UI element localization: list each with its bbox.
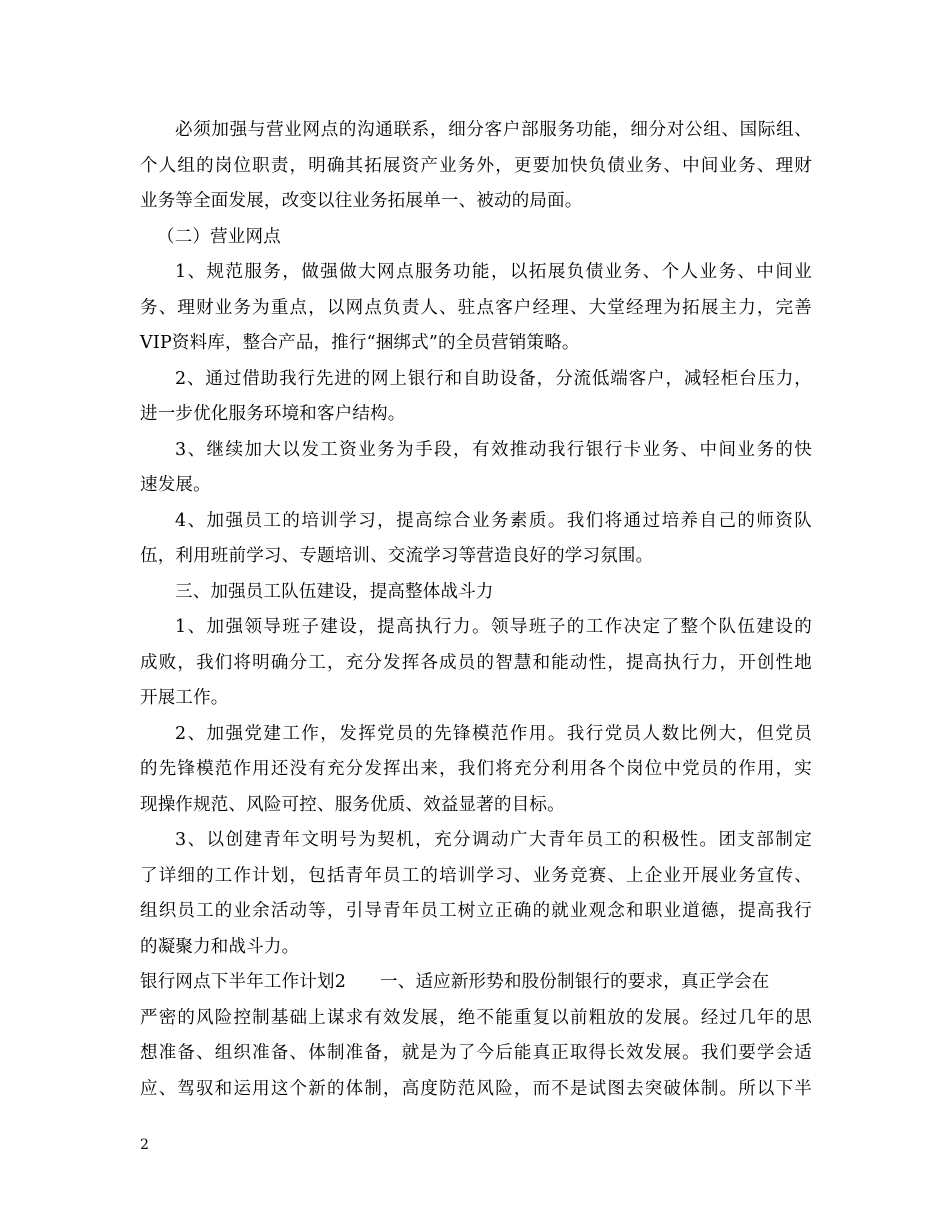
paragraph-line: 想准备、组织准备、体制准备，就是为了今后能真正取得长效发展。我们要学会适 xyxy=(140,1043,812,1063)
paragraph-line: 的凝聚力和战斗力。 xyxy=(140,936,300,957)
paragraph-line: 3、以创建青年文明号为契机，充分调动广大青年员工的积极性。团支部制定 xyxy=(175,830,812,850)
paragraph-line: 开展工作。 xyxy=(140,688,229,708)
page-number: 2 xyxy=(140,1137,149,1153)
title-line xyxy=(140,965,812,1001)
paragraph-line: 的先锋模范作用还没有充分发挥出来，我们将充分利用各个岗位中党员的作用，实 xyxy=(140,759,812,779)
paragraph-line: 2、通过借助我行先进的网上银行和自助设备，分流低端客户，减轻柜台压力， xyxy=(175,368,812,389)
paragraph-line: 现操作规范、风险可控、服务优质、效益显著的目标。 xyxy=(140,794,565,815)
paragraph-line: 1、规范服务，做强做大网点服务功能，以拓展负债业务、个人业务、中间业 xyxy=(175,262,812,282)
section-heading: 三、加强员工队伍建设，提高整体战斗力 xyxy=(175,581,494,602)
paragraph-line: 伍，利用班前学习、专题培训、交流学习等营造良好的学习氛围。 xyxy=(140,546,654,566)
paragraph-text: 一、适应新形势和股份制银行的要求，真正学会在 xyxy=(380,972,770,992)
paragraph-line: 组织员工的业余活动等，引导青年员工树立正确的就业观念和职业道德，提高我行 xyxy=(140,901,812,921)
paragraph-line: 2、加强党建工作，发挥党员的先锋模范作用。我行党员人数比例大，但党员 xyxy=(175,723,812,744)
paragraph-line: 个人组的岗位职责，明确其拓展资产业务外，更要加快负债业务、中间业务、理财 xyxy=(140,155,812,176)
paragraph-line: 应、驾驭和运用这个新的体制，高度防范风险，而不是试图去突破体制。所以下半 xyxy=(140,1078,812,1099)
paragraph-line: 4、加强员工的培训学习，提高综合业务素质。我们将通过培养自己的师资队 xyxy=(175,510,812,531)
paragraph-line: 了详细的工作计划，包括青年员工的培训学习、业务竞赛、上企业开展业务宣传、 xyxy=(140,865,812,886)
document-title: 银行网点下半年工作计划2 xyxy=(140,972,347,992)
paragraph-line: 严密的风险控制基础上谋求有效发展，绝不能重复以前粗放的发展。经过几年的思 xyxy=(140,1007,812,1028)
paragraph-line: 3、继续加大以发工资业务为手段，有效推动我行银行卡业务、中间业务的快 xyxy=(175,439,812,460)
paragraph-line: 1、加强领导班子建设，提高执行力。领导班子的工作决定了整个队伍建设的 xyxy=(175,617,812,637)
paragraph-line: 务、理财业务为重点，以网点负责人、驻点客户经理、大堂经理为拓展主力，完善 xyxy=(140,297,812,318)
paragraph-line: 进一步优化服务环境和客户结构。 xyxy=(140,404,406,424)
paragraph-line: 业务等全面发展，改变以往业务拓展单一、被动的局面。 xyxy=(140,191,583,211)
paragraph-line: 成败，我们将明确分工，充分发挥各成员的智慧和能动性，提高执行力，开创性地 xyxy=(140,652,812,673)
paragraph-line: 必须加强与营业网点的沟通联系，细分客户部服务功能，细分对公组、国际组、 xyxy=(175,120,812,140)
paragraph-line: 速发展。 xyxy=(140,475,211,495)
section-heading: （二）营业网点 xyxy=(157,226,281,247)
paragraph-line: VIP资料库，整合产品，推行“捆绑式”的全员营销策略。 xyxy=(140,333,580,353)
document-body xyxy=(140,113,812,1107)
